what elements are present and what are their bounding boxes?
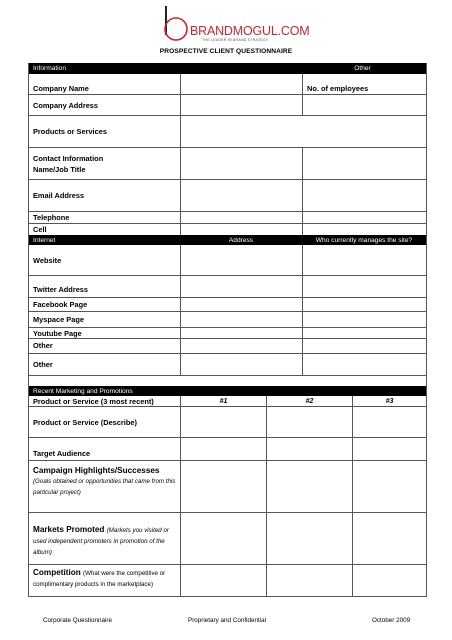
input-twitter-manager[interactable] <box>302 276 426 297</box>
header-internet-label: Internet <box>33 236 56 244</box>
label-other-1: Other <box>33 341 53 350</box>
input-other-1-manager[interactable] <box>302 339 426 353</box>
row-youtube <box>29 328 426 339</box>
input-describe-3[interactable] <box>352 407 426 437</box>
input-competition-3[interactable] <box>352 565 426 596</box>
input-twitter[interactable] <box>180 276 302 297</box>
row-company-name <box>29 74 426 95</box>
page-title: PROSPECTIVE CLIENT QUESTIONNAIRE <box>159 48 293 55</box>
row-company-address <box>29 95 426 116</box>
row-products <box>29 116 426 148</box>
input-audience-1[interactable] <box>180 438 266 460</box>
footer-center: Proprietary and Confidential <box>188 617 267 624</box>
input-myspace[interactable] <box>180 312 302 327</box>
logo-tagline: THE LEADER IN BRAND STRATEGY <box>202 38 269 42</box>
label-competition-note: (What were the competitive or complimentary products in the marketplace) <box>33 570 166 588</box>
label-twitter: Twitter Address <box>33 284 89 294</box>
input-other-2[interactable] <box>180 354 302 375</box>
input-contact[interactable] <box>180 148 302 179</box>
label-contact-line1: Contact Information <box>33 154 104 163</box>
row-facebook <box>29 298 426 312</box>
label-audience: Target Audience <box>33 448 91 458</box>
input-other-1[interactable] <box>180 339 302 353</box>
logo-brand-text: BRANDMOGUL.COM <box>190 24 310 38</box>
label-markets-title: Markets Promoted <box>33 525 107 534</box>
section-header-internet <box>29 235 426 245</box>
row-recent-products <box>29 396 426 407</box>
row-highlights <box>29 461 426 513</box>
label-highlights <box>29 461 180 512</box>
label-email: Email Address <box>33 191 85 200</box>
label-telephone: Telephone <box>33 213 70 222</box>
header-other-label: Other <box>354 65 371 72</box>
row-twitter <box>29 276 426 298</box>
input-email[interactable] <box>180 180 302 211</box>
label-contact-line2: Name/Job Title <box>33 165 86 174</box>
logo-mark-icon <box>160 5 190 45</box>
input-highlights-2[interactable] <box>266 461 352 512</box>
row-telephone <box>29 212 426 224</box>
row-competition <box>29 565 426 597</box>
row-audience <box>29 438 426 461</box>
column-1-label: #1 <box>180 396 266 406</box>
label-highlights-note: (Goals obtained or opportunities that came from this particular project) <box>33 478 176 496</box>
label-facebook: Facebook Page <box>33 300 88 309</box>
input-audience-2[interactable] <box>266 438 352 460</box>
input-company-name[interactable] <box>180 74 302 94</box>
input-markets-3[interactable] <box>352 513 426 564</box>
input-youtube[interactable] <box>180 328 302 338</box>
input-website[interactable] <box>180 245 302 275</box>
brand-logo <box>160 5 310 45</box>
input-telephone[interactable] <box>180 212 302 223</box>
row-website <box>29 245 426 276</box>
input-other-2-manager[interactable] <box>302 354 426 375</box>
label-contact <box>29 148 180 179</box>
section-header-marketing <box>29 386 426 396</box>
row-spacer <box>29 376 426 386</box>
input-highlights-3[interactable] <box>352 461 426 512</box>
header-information-label: Information <box>33 65 66 72</box>
input-highlights-1[interactable] <box>180 461 266 512</box>
input-facebook[interactable] <box>180 298 302 311</box>
input-describe-1[interactable] <box>180 407 266 437</box>
input-company-address[interactable] <box>180 95 302 115</box>
input-competition-1[interactable] <box>180 565 266 596</box>
label-products: Products or Services <box>33 127 107 136</box>
label-markets-note: (Markets you visited or used independent promoters in promotion of the album) <box>33 527 169 556</box>
input-cell-other[interactable] <box>302 224 426 235</box>
label-cell: Cell <box>33 225 47 234</box>
input-competition-2[interactable] <box>266 565 352 596</box>
label-markets <box>29 513 180 564</box>
input-audience-3[interactable] <box>352 438 426 460</box>
label-company-name: Company Name <box>33 83 89 93</box>
questionnaire-form <box>28 63 427 597</box>
row-describe <box>29 407 426 438</box>
row-cell <box>29 224 426 235</box>
label-recent-products: Product or Service (3 most recent) <box>33 396 154 406</box>
input-cell[interactable] <box>180 224 302 235</box>
row-other-1 <box>29 339 426 354</box>
header-marketing-label: Recent Marketing and Promotions <box>33 387 133 395</box>
label-competition <box>29 565 180 596</box>
input-employees[interactable] <box>302 95 426 115</box>
input-email-other[interactable] <box>302 180 426 211</box>
label-company-address: Company Address <box>33 100 99 110</box>
input-describe-2[interactable] <box>266 407 352 437</box>
input-myspace-manager[interactable] <box>302 312 426 327</box>
label-highlights-title: Campaign Highlights/Successes <box>33 466 160 475</box>
header-address-label: Address <box>228 236 254 244</box>
label-describe: Product or Service (Describe) <box>33 417 137 427</box>
input-telephone-other[interactable] <box>302 212 426 223</box>
input-markets-2[interactable] <box>266 513 352 564</box>
column-3-label: #3 <box>352 396 426 406</box>
label-website: Website <box>33 255 62 265</box>
row-other-2 <box>29 354 426 376</box>
label-competition-title: Competition <box>33 568 84 577</box>
input-contact-other[interactable] <box>302 148 426 179</box>
header-manager-label: Who currently manages the site? <box>315 236 413 244</box>
label-youtube: Youtube Page <box>33 328 82 338</box>
row-markets <box>29 513 426 565</box>
label-other-2: Other <box>33 360 53 369</box>
footer-left: Corporate Questionnaire <box>43 617 112 624</box>
input-products[interactable] <box>180 116 426 147</box>
input-youtube-manager[interactable] <box>302 328 426 338</box>
footer-right: October 2009 <box>372 617 411 624</box>
input-website-manager[interactable] <box>302 245 426 275</box>
input-markets-1[interactable] <box>180 513 266 564</box>
label-employees: No. of employees <box>302 74 426 94</box>
row-email <box>29 180 426 212</box>
label-myspace: Myspace Page <box>33 315 84 324</box>
row-contact <box>29 148 426 180</box>
column-2-label: #2 <box>266 396 352 406</box>
section-header-information <box>29 63 426 74</box>
row-myspace <box>29 312 426 328</box>
input-facebook-manager[interactable] <box>302 298 426 311</box>
